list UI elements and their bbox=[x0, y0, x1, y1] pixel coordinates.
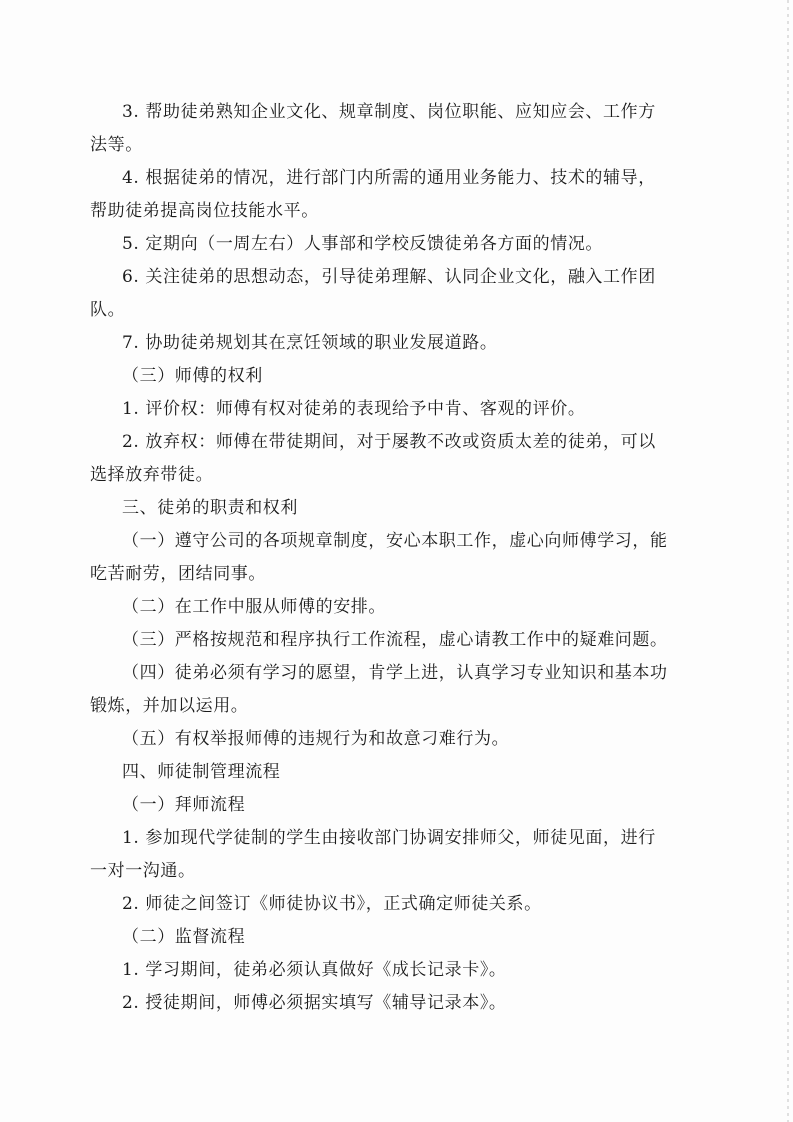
text-line: （三）师傅的权利 bbox=[122, 366, 263, 386]
text-line: 一对一沟通。 bbox=[90, 861, 196, 881]
text-line: 1. 学习期间，徒弟必须认真做好《成长记录卡》。 bbox=[122, 960, 507, 980]
text-line: 6. 关注徒弟的思想动态，引导徒弟理解、认同企业文化，融入工作团 bbox=[122, 267, 656, 287]
text-line: 法等。 bbox=[90, 135, 143, 155]
text-line: 2. 师徒之间签订《师徒协议书》，正式确定师徒关系。 bbox=[122, 894, 542, 914]
text-line: 吃苦耐劳，团结同事。 bbox=[90, 564, 266, 584]
text-line: 5. 定期向（一周左右）人事部和学校反馈徒弟各方面的情况。 bbox=[122, 234, 604, 254]
text-line: 四、师徒制管理流程 bbox=[122, 762, 281, 782]
text-line: 4. 根据徒弟的情况，进行部门内所需的通用业务能力、技术的辅导， bbox=[122, 168, 656, 188]
text-line: （二）监督流程 bbox=[122, 927, 246, 947]
text-line: 锻炼，并加以运用。 bbox=[90, 696, 249, 716]
text-line: 帮助徒弟提高岗位技能水平。 bbox=[90, 201, 319, 221]
text-line: 队。 bbox=[90, 300, 126, 320]
text-line: 选择放弃带徒。 bbox=[90, 465, 214, 485]
text-line: 1. 参加现代学徒制的学生由接收部门协调安排师父，师徒见面，进行 bbox=[122, 828, 656, 848]
text-line: 2. 授徒期间，师傅必须据实填写《辅导记录本》。 bbox=[122, 993, 507, 1013]
text-line: 三、徒弟的职责和权利 bbox=[122, 498, 298, 518]
text-line: （一）拜师流程 bbox=[122, 795, 246, 815]
document-body bbox=[90, 96, 700, 1020]
text-line: （三）严格按规范和程序执行工作流程，虚心请教工作中的疑难问题。 bbox=[122, 630, 668, 650]
scan-edge-artifact bbox=[787, 0, 789, 1122]
text-line: 3. 帮助徒弟熟知企业文化、规章制度、岗位职能、应知应会、工作方 bbox=[122, 102, 656, 122]
text-line: （二）在工作中服从师傅的安排。 bbox=[122, 597, 386, 617]
text-line: （一）遵守公司的各项规章制度，安心本职工作，虚心向师傅学习，能 bbox=[122, 531, 668, 551]
text-line: 2. 放弃权：师傅在带徒期间，对于屡教不改或资质太差的徒弟，可以 bbox=[122, 432, 656, 452]
text-line: 1. 评价权：师傅有权对徒弟的表现给予中肯、客观的评价。 bbox=[122, 399, 586, 419]
text-line: （四）徒弟必须有学习的愿望，肯学上进，认真学习专业知识和基本功 bbox=[122, 663, 668, 683]
text-line: 7. 协助徒弟规划其在烹饪领域的职业发展道路。 bbox=[122, 333, 498, 353]
text-line: （五）有权举报师傅的违规行为和故意刁难行为。 bbox=[122, 729, 510, 749]
